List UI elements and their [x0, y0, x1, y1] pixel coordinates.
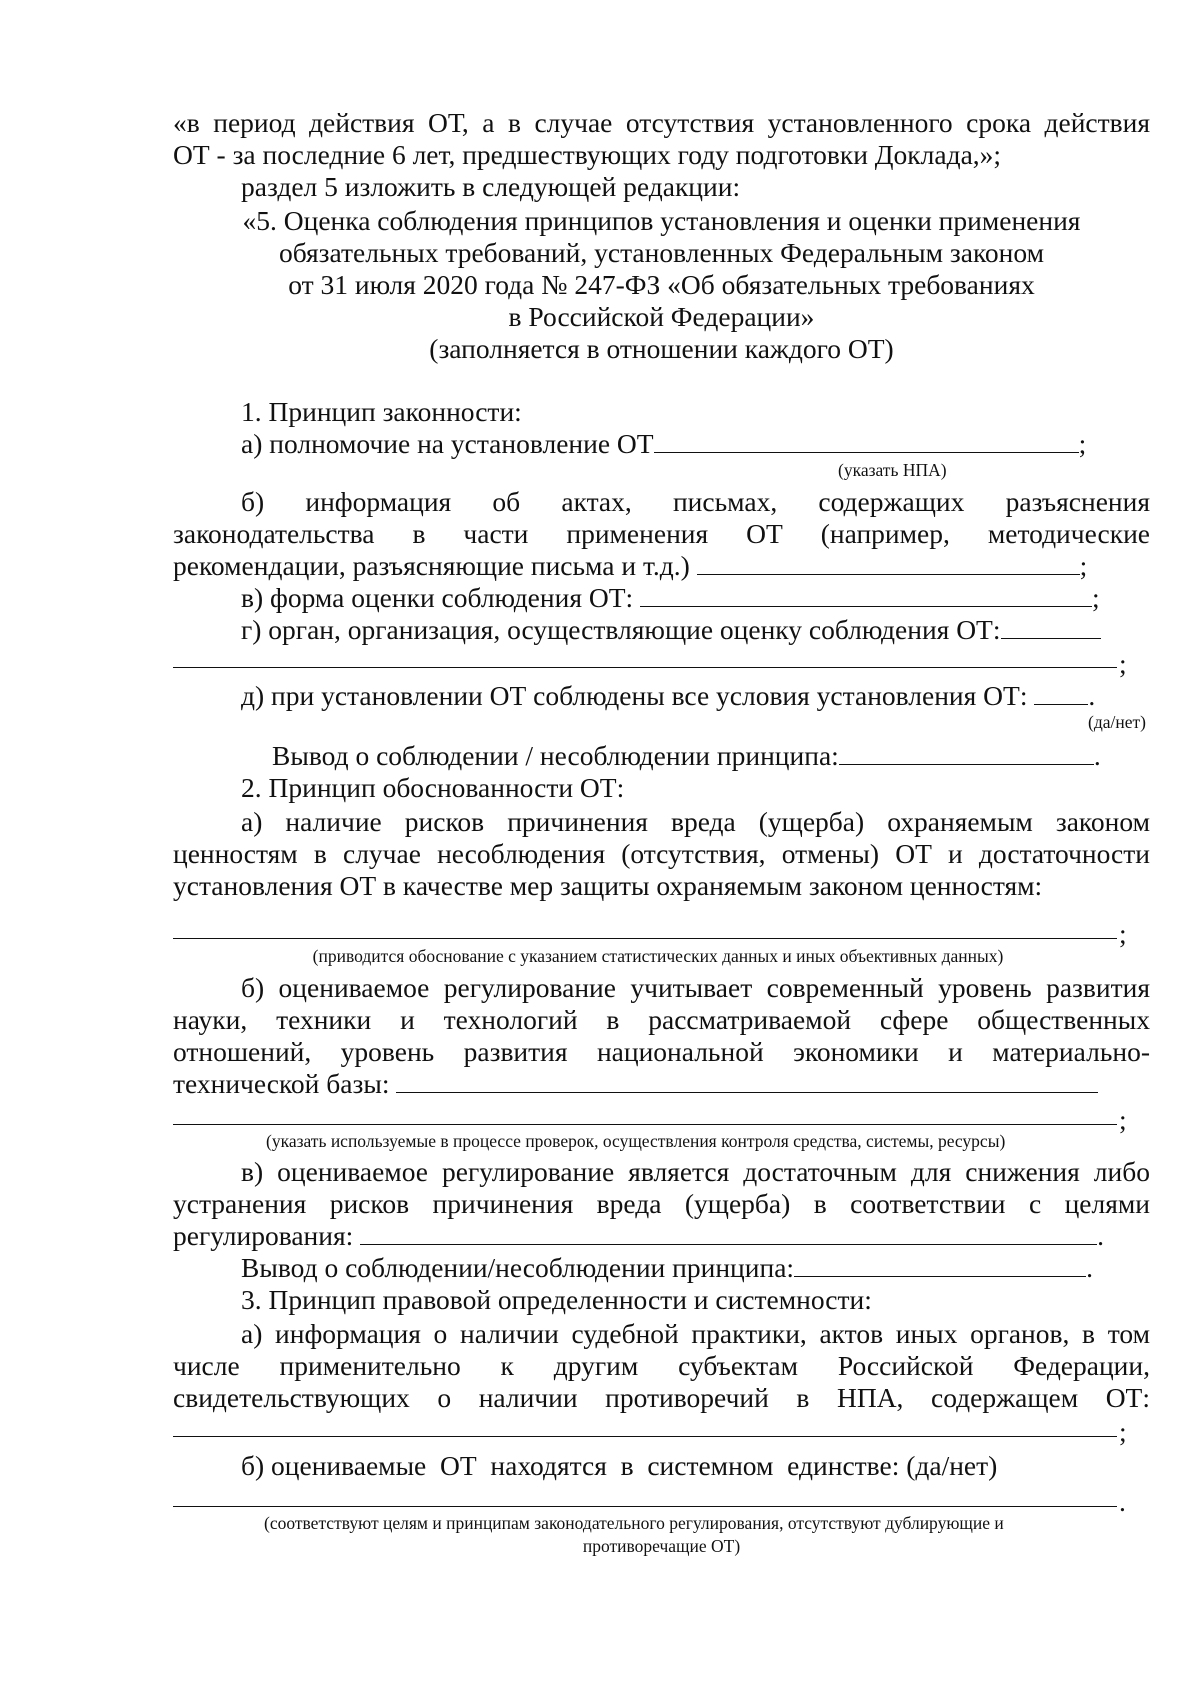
p3-item-b-field[interactable] [173, 1506, 1117, 1507]
p1-item-c [241, 582, 1150, 614]
semicolon: ; [1119, 648, 1127, 679]
semicolon: ; [1079, 550, 1088, 581]
p2-item-a-field[interactable] [173, 938, 1117, 939]
principle-1-title: 1. Принцип законности: [241, 396, 522, 427]
p1-conclusion [272, 740, 1152, 772]
semicolon: ; [1119, 1104, 1127, 1135]
semicolon: ; [1119, 1416, 1127, 1447]
section-heading-line-1: «5. Оценка соблюдения принципов установления и оценки применения [242, 205, 1081, 236]
p2-item-c-label: регулирования: [173, 1220, 354, 1251]
p1-item-e-hint: (да/нет) [1088, 712, 1146, 732]
period: . [1097, 1220, 1105, 1251]
p2-item-c-line-3 [173, 1220, 1150, 1252]
p1-item-a [241, 428, 1150, 460]
p1-item-a-hint: (указать НПА) [838, 460, 947, 480]
p3-item-a-line-2: числе применительно к другим субъектам Российской Федерации, [173, 1350, 1150, 1381]
p1-item-b-line-3 [173, 550, 1150, 582]
p2-conclusion [241, 1252, 1150, 1284]
p2-item-b-field-continued[interactable] [173, 1124, 1117, 1125]
p2-conclusion-field[interactable] [794, 1254, 1086, 1277]
period: . [1119, 1486, 1126, 1517]
p2-item-b-label: технической базы: [173, 1068, 390, 1099]
p1-item-a-label: а) полномочие на установление ОТ [241, 428, 654, 459]
intro-line-2: ОТ - за последние 6 лет, предшествующих году подготовки Доклада,»; [173, 139, 1002, 170]
p1-item-e-field[interactable] [1034, 682, 1088, 705]
section-heading-line-4: в Российской Федерации» [508, 301, 815, 332]
p1-item-d-field-continued[interactable] [173, 667, 1117, 668]
p2-item-c-field[interactable] [360, 1222, 1097, 1245]
p2-item-b-line-1: б) оцениваемое регулирование учитывает современный уровень развития [241, 972, 1150, 1003]
p1-item-d-label: г) орган, организация, осуществляющие оценку соблюдения ОТ: [241, 614, 1001, 645]
p2-item-b-line-3: отношений, уровень развития национальной экономики и материально- [173, 1036, 1150, 1067]
p2-item-b-hint: (указать используемые в процессе проверок, осуществления контроля средства, системы, ресурсы) [266, 1131, 1006, 1151]
p1-item-b-label: рекомендации, разъясняющие письма и т.д.) [173, 550, 690, 581]
p1-item-c-field[interactable] [640, 584, 1092, 607]
section-heading-line-2: обязательных требований, установленных Федеральным законом [278, 237, 1045, 268]
p3-item-b-hint-line-1: (соответствуют целям и принципам законодательного регулирования, отсутствуют дублирующие и [264, 1513, 1004, 1533]
semicolon: ; [1092, 582, 1100, 613]
p1-item-b-field[interactable] [697, 552, 1080, 575]
intro-line-3: раздел 5 изложить в следующей редакции: [241, 171, 741, 202]
p2-item-b-line-2: науки, техники и технологий в рассматриваемой сфере общественных [173, 1004, 1150, 1035]
p1-item-e [241, 680, 1150, 712]
p2-item-a-line-1: а) наличие рисков причинения вреда (ущерба) охраняемым законом [241, 806, 1150, 837]
period: . [1088, 680, 1096, 711]
p2-item-a-line-2: ценностям в случае несоблюдения (отсутствия, отмены) ОТ и достаточности [173, 838, 1150, 869]
intro-line-1: «в период действия ОТ, а в случае отсутствия установленного срока действия [173, 107, 1150, 138]
p1-item-d-field[interactable] [1001, 616, 1101, 639]
p2-item-c-line-2: устранения рисков причинения вреда (ущерба) в соответствии с целями [173, 1188, 1150, 1219]
p3-item-a-line-3: свидетельствующих о наличии противоречий в НПА, содержащем ОТ: [173, 1382, 1150, 1413]
p1-item-b-line-1: б) информация об актах, письмах, содержащих разъяснения [241, 486, 1150, 517]
p3-item-b-hint-line-2: противоречащие ОТ) [582, 1536, 741, 1556]
p3-item-a-field[interactable] [173, 1436, 1117, 1437]
semicolon: ; [1119, 918, 1127, 949]
semicolon: ; [1078, 428, 1087, 459]
period: . [1093, 740, 1101, 771]
p2-item-b-line-4 [173, 1068, 1150, 1100]
p1-conclusion-field[interactable] [839, 742, 1094, 765]
p3-item-a-line-1: а) информация о наличии судебной практики, актов иных органов, в том [241, 1318, 1150, 1349]
p3-item-b: б) оцениваемые ОТ находятся в системном единстве: (да/нет) [241, 1450, 998, 1481]
p1-item-d [241, 614, 1150, 646]
section-heading-note: (заполняется в отношении каждого ОТ) [429, 333, 894, 364]
p1-item-e-label: д) при установлении ОТ соблюдены все условия установления ОТ: [241, 680, 1028, 711]
p1-item-b-line-2: законодательства в части применения ОТ (например, методические [173, 518, 1150, 549]
p2-item-b-field[interactable] [396, 1070, 1098, 1093]
p2-conclusion-label: Вывод о соблюдении/несоблюдении принципа: [241, 1252, 795, 1283]
p2-item-c-line-1: в) оцениваемое регулирование является достаточным для снижения либо [241, 1156, 1150, 1187]
p1-item-a-field[interactable] [654, 430, 1079, 453]
p2-item-a-hint: (приводится обоснование с указанием статистических данных и иных объективных данных) [312, 946, 1004, 966]
p1-item-c-label: в) форма оценки соблюдения ОТ: [241, 582, 634, 613]
period: . [1086, 1252, 1093, 1283]
p2-item-a-line-3: установления ОТ в качестве мер защиты охраняемым законом ценностям: [173, 870, 1043, 901]
p1-conclusion-label: Вывод о соблюдении / несоблюдении принципа: [272, 740, 839, 771]
principle-2-title: 2. Принцип обоснованности ОТ: [241, 772, 625, 803]
principle-3-title: 3. Принцип правовой определенности и системности: [241, 1284, 872, 1315]
section-heading-line-3: от 31 июля 2020 года № 247-ФЗ «Об обязательных требованиях [288, 269, 1035, 300]
